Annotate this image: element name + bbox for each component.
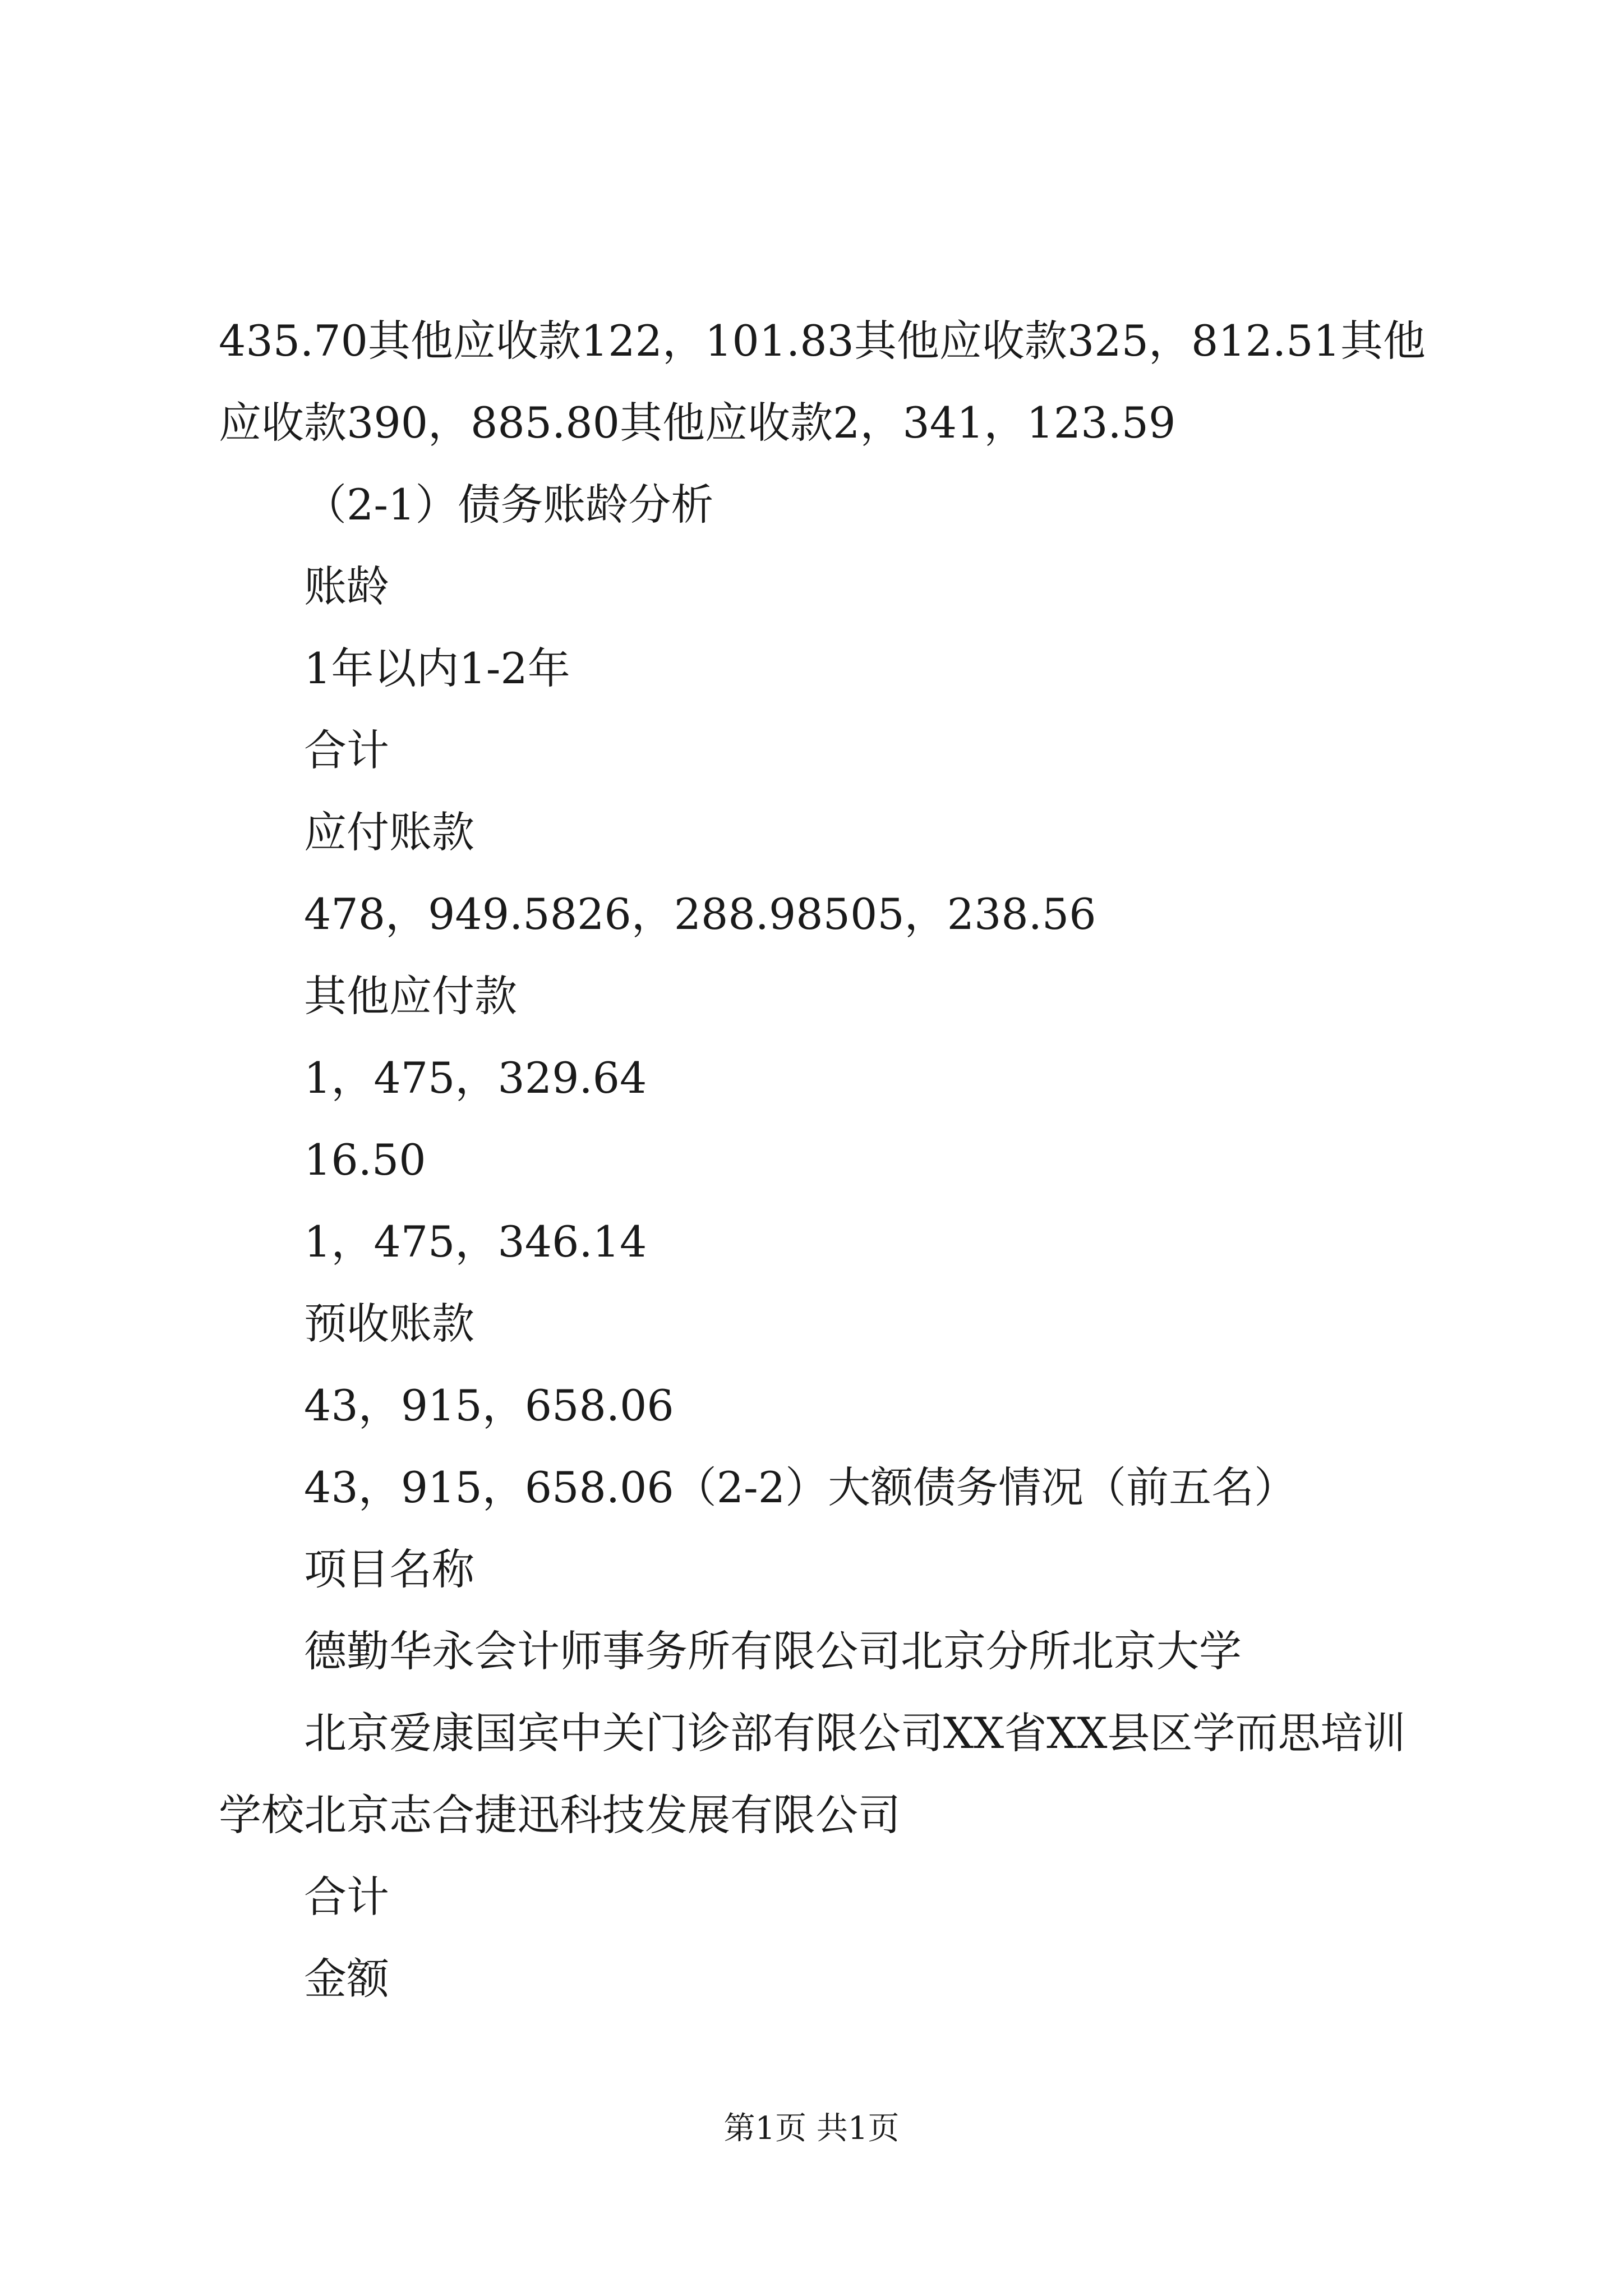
value-other-payables-1: 1，475，329.64 [304,1053,647,1103]
label-aging-periods: 1年以内1-2年 [304,643,570,693]
label-total: 合计 [304,725,389,775]
label-aging: 账龄 [304,562,389,611]
heading-large-debts: 43，915，658.06（2-2）大额债务情况（前五名） [304,1462,1297,1512]
label-accounts-payable: 应付账款 [304,807,474,857]
page-number-footer: 第1页 共1页 [723,2110,900,2147]
document-body [219,300,1430,2020]
label-advance-receipts: 预收账款 [304,1299,474,1349]
label-total-2: 合计 [304,1872,389,1922]
label-amount: 金额 [304,1954,389,2004]
value-accounts-payable: 478，949.5826，288.98505，238.56 [304,889,1096,939]
list-creditors-1: 德勤华永会计师事务所有限公司北京分所北京大学 [304,1626,1242,1676]
label-other-payables: 其他应付款 [304,971,517,1021]
heading-debt-aging-analysis: （2-1）债务账龄分析 [304,480,714,530]
list-creditors-2: 北京爱康国宾中关门诊部有限公司XX省XX县区学而思培训学校北京志合捷迅科技发展有限公司 [219,1708,1406,1840]
value-advance-receipts: 43，915，658.06 [304,1381,674,1430]
paragraph-receivables-continued: 435.70其他应收款122，101.83其他应收款325，812.51其他应收款390，885.80其他应收款2，341，123.59 [219,316,1426,448]
value-other-payables-total: 1，475，346.14 [304,1217,647,1267]
value-other-payables-2: 16.50 [304,1135,426,1185]
label-item-name: 项目名称 [304,1544,474,1594]
